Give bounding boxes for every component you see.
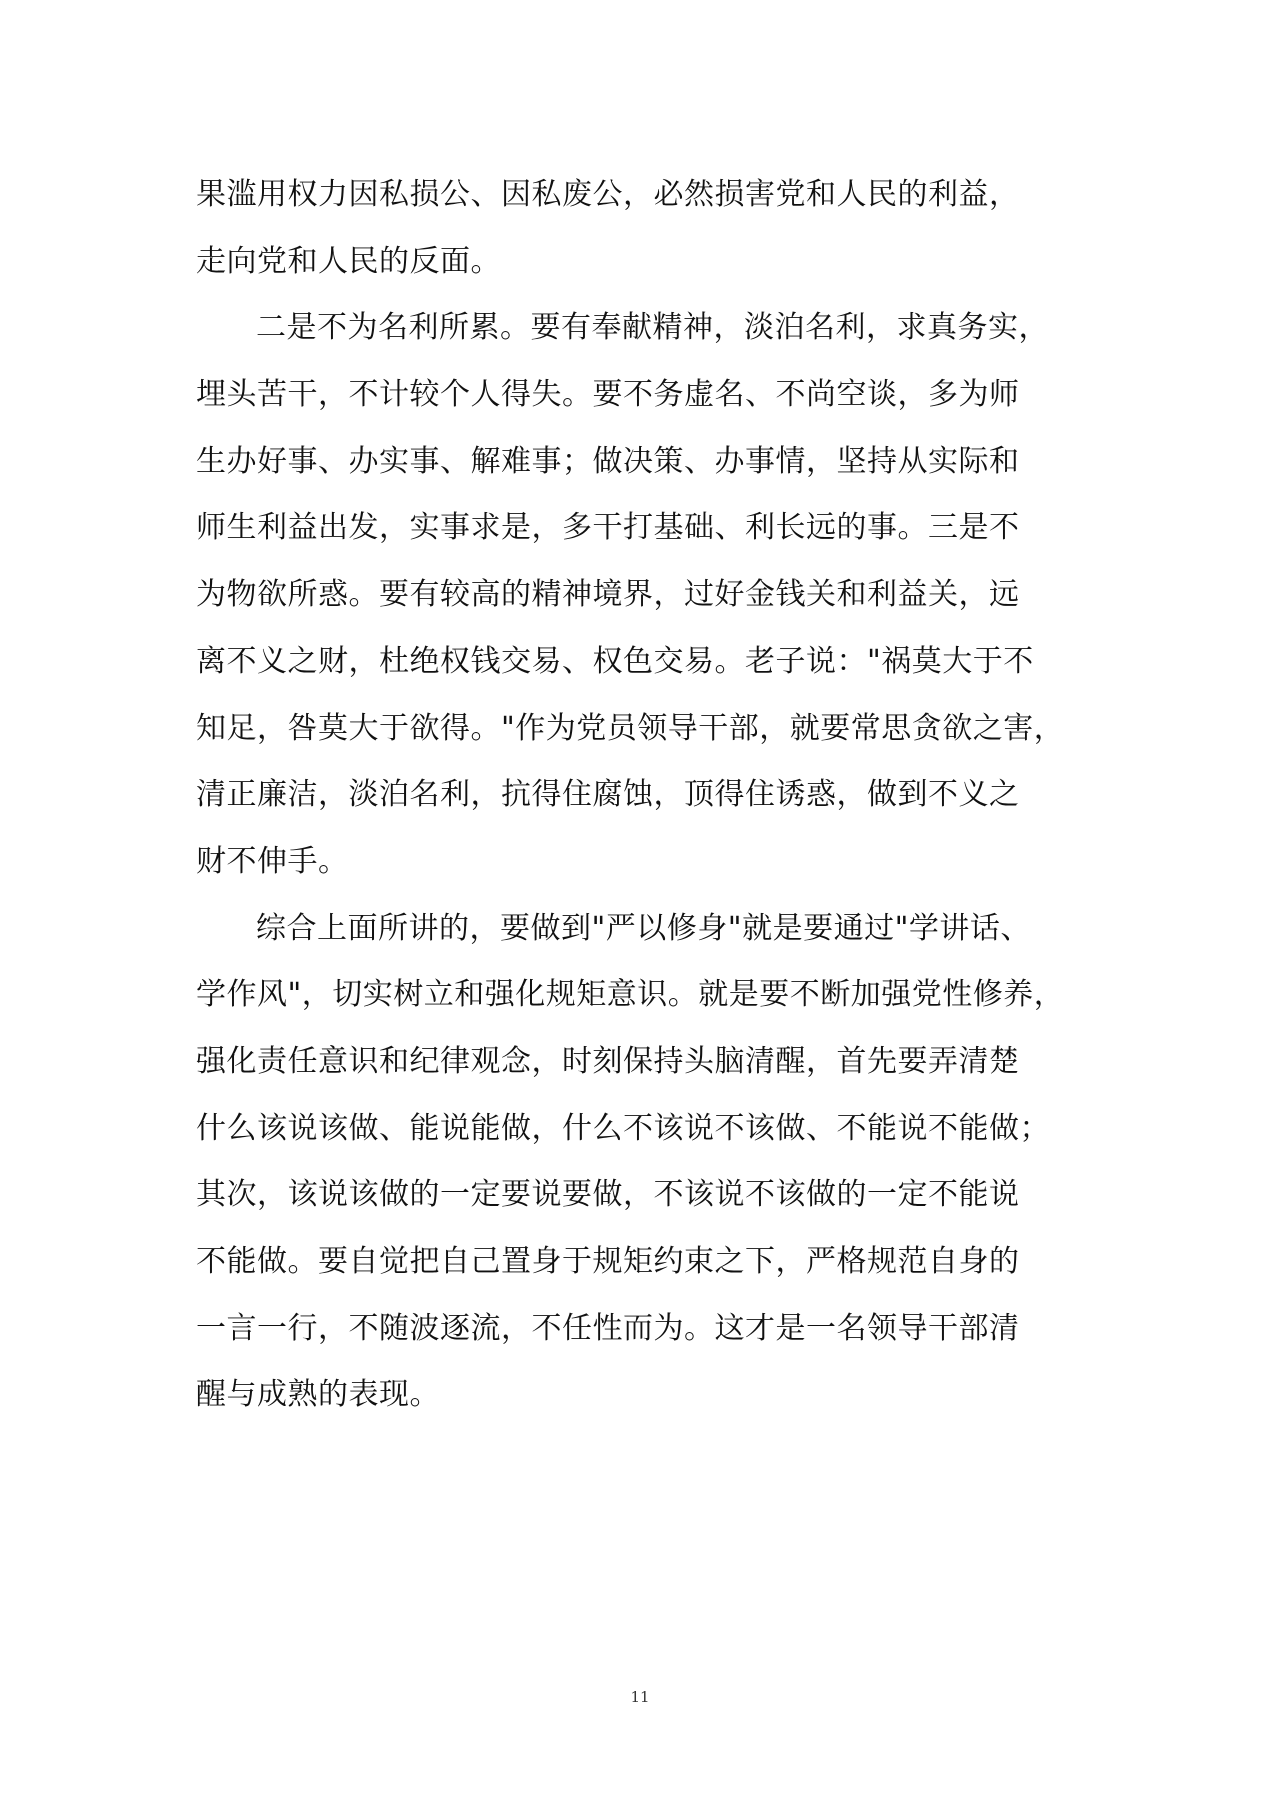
paragraph-start-line: 综合上面所讲的，要做到"严以修身"就是要通过"学讲话、 xyxy=(256,910,1031,946)
text-line: 埋头苦干，不计较个人得失。要不务虚名、不尚空谈，多为师 xyxy=(196,377,1020,413)
text-line: 知足，咎莫大于欲得。"作为党员领导干部，就要常思贪欲之害， xyxy=(196,710,1065,746)
text-line: 为物欲所惑。要有较高的精神境界，过好金钱关和利益关，远 xyxy=(196,577,1020,613)
text-line: 清正廉洁，淡泊名利，抗得住腐蚀，顶得住诱惑，做到不义之 xyxy=(196,777,1020,813)
text-line: 师生利益出发，实事求是，多干打基础、利长远的事。三是不 xyxy=(196,510,1020,546)
text-line: 其次，该说该做的一定要说要做，不该说不该做的一定不能说 xyxy=(196,1177,1020,1213)
text-line: 离不义之财，杜绝权钱交易、权色交易。老子说："祸莫大于不 xyxy=(196,643,1034,679)
text-line: 财不伸手。 xyxy=(196,843,349,879)
body-text xyxy=(196,162,1096,1429)
page-number: 11 xyxy=(630,1688,650,1706)
text-line: 不能做。要自觉把自己置身于规矩约束之下，严格规范自身的 xyxy=(196,1244,1020,1279)
text-line: 什么该说该做、能说能做，什么不该说不该做、不能说不能做； xyxy=(196,1110,1050,1146)
text-line: 走向党和人民的反面。 xyxy=(196,243,501,279)
text-line: 学作风"，切实树立和强化规矩意识。就是要不断加强党性修养， xyxy=(196,977,1065,1013)
text-line: 一言一行，不随波逐流，不任性而为。这才是一名领导干部清 xyxy=(196,1310,1020,1346)
text-line: 生办好事、办实事、解难事；做决策、办事情，坚持从实际和 xyxy=(196,443,1020,479)
text-line: 强化责任意识和纪律观念，时刻保持头脑清醒，首先要弄清楚 xyxy=(196,1043,1020,1079)
paragraph-start-line: 二是不为名利所累。要有奉献精神，淡泊名利，求真务实， xyxy=(256,310,1049,346)
text-line: 果滥用权力因私损公、因私废公，必然损害党和人民的利益， xyxy=(196,177,1020,212)
text-line: 醒与成熟的表现。 xyxy=(196,1377,440,1413)
